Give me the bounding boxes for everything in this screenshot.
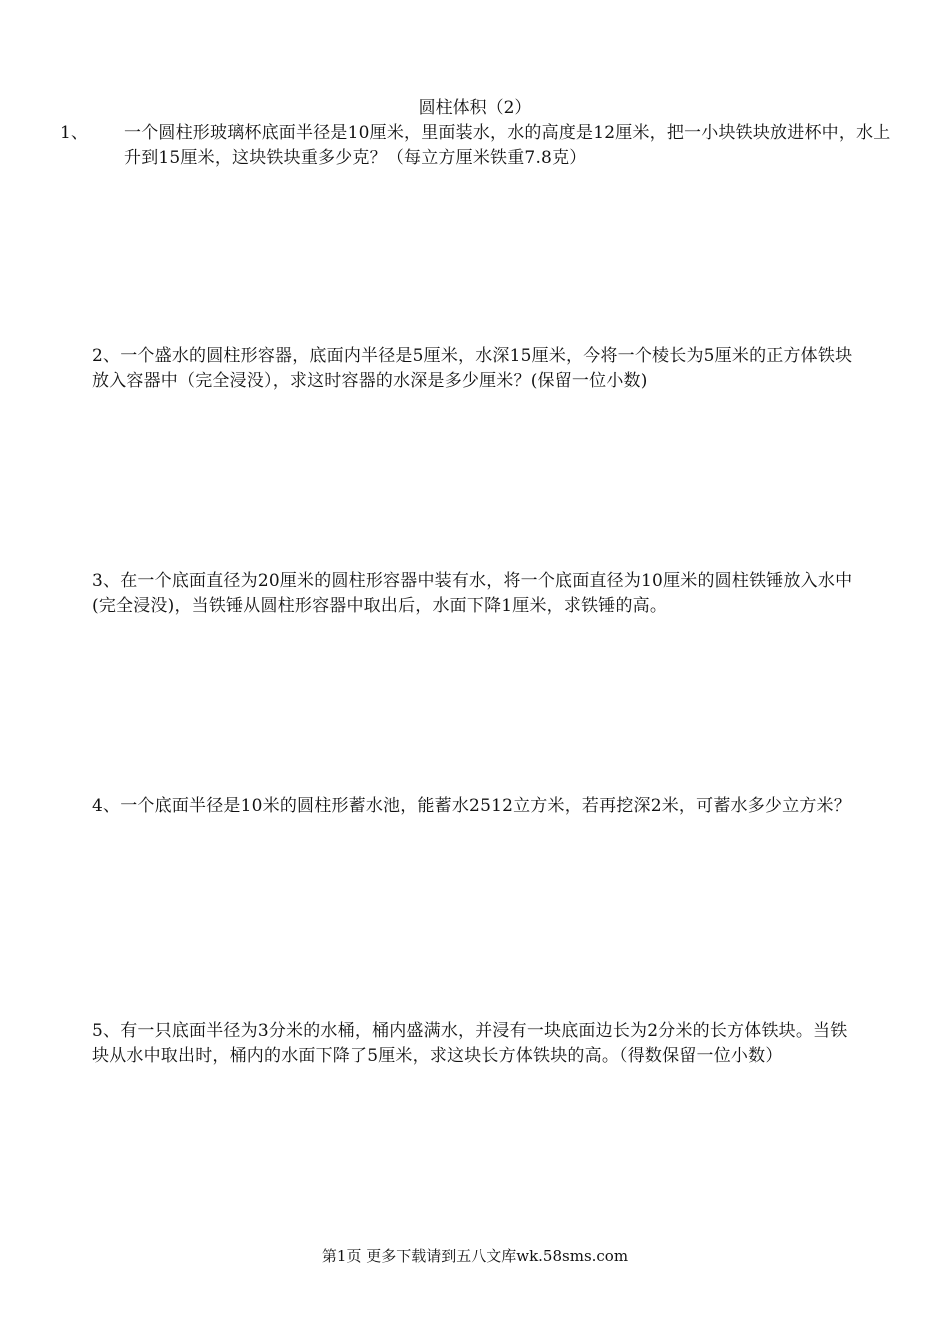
question-2: 2、一个盛水的圆柱形容器，底面内半径是5厘米，水深15厘米，今将一个棱长为5厘米的正方体铁块放入容器中（完全浸没），求这时容器的水深是多少厘米？(保留一位小数) (92, 346, 853, 391)
question-1 (60, 121, 896, 171)
page-title: 圆柱体积（2） (418, 98, 532, 118)
question-3: 3、在一个底面直径为20厘米的圆柱形容器中装有水，将一个底面直径为10厘米的圆柱铁锤放入水中(完全浸没)，当铁锤从圆柱形容器中取出后，水面下降1厘米，求铁锤的高。 (92, 571, 853, 616)
page-footer: 第1页 更多下载请到五八文库wk.58sms.com (321, 1247, 629, 1265)
question-4: 4、一个底面半径是10米的圆柱形蓄水池，能蓄水2512立方米，若再挖深2米，可蓄水多少立方米？ (92, 796, 851, 816)
question-1-text: 一个圆柱形玻璃杯底面半径是10厘米，里面装水，水的高度是12厘米，把一小块铁块放进杯中，水上升到15厘米，这块铁块重多少克？（每立方厘米铁重7.8克） (124, 123, 891, 168)
question-1-number: 1、 (60, 123, 89, 143)
question-5: 5、有一只底面半径为3分米的水桶，桶内盛满水，并浸有一块底面边长为2分米的长方体铁块。当铁块从水中取出时，桶内的水面下降了5厘米，求这块长方体铁块的高。（得数保留一位小数） (92, 1021, 848, 1066)
